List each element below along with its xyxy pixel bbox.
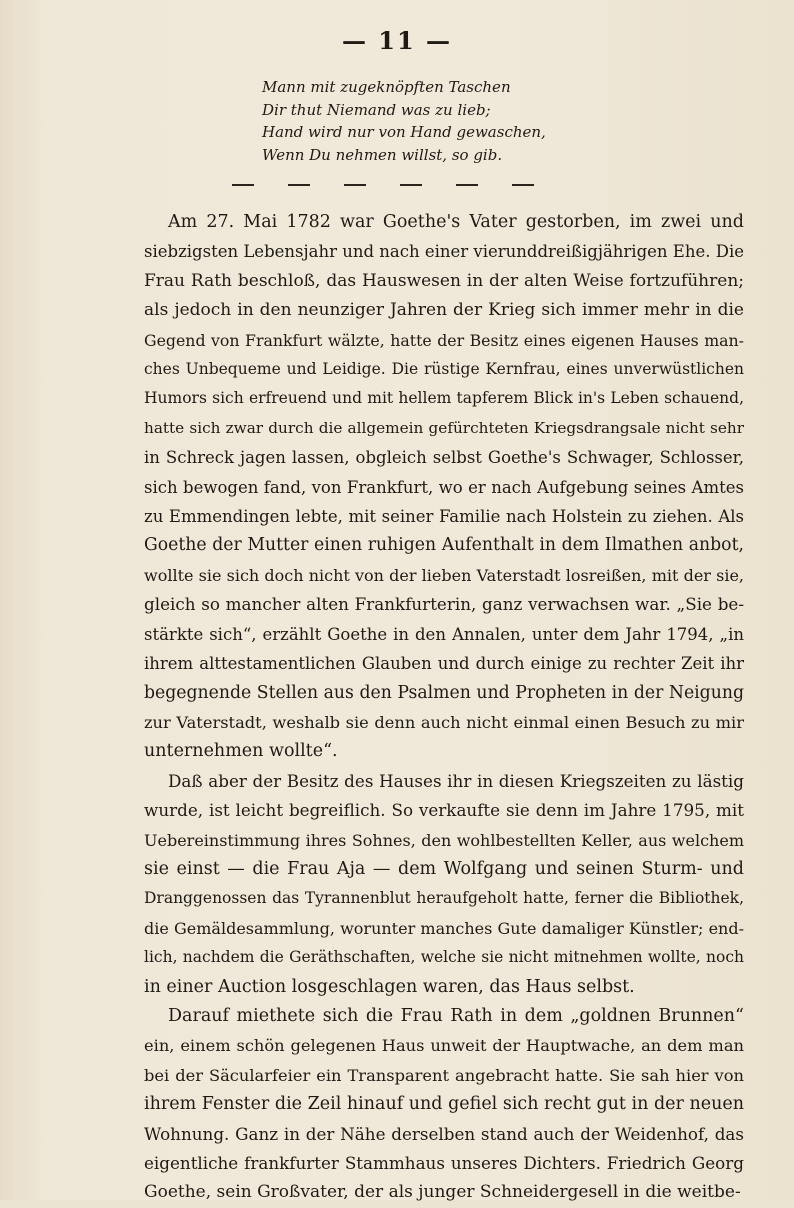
- text-line: in einer Auction losgeschlagen waren, das Haus selbst.: [144, 976, 635, 997]
- text-line: Wohnung. Ganz in der Nähe derselben stand auch der Weidenhof, das: [144, 1123, 744, 1144]
- text-line: Goethe der Mutter einen ruhigen Aufenthalt in dem Ilmathen anbot,: [144, 535, 744, 556]
- text-line: ihrem alttestamentlichen Glauben und durch einige zu rechter Zeit ihr: [144, 654, 744, 674]
- text-line: unternehmen wollte“.: [144, 741, 338, 762]
- text-line: als jedoch in den neunziger Jahren der Krieg sich immer mehr in die: [144, 300, 744, 321]
- page-number: — 11 —: [341, 26, 453, 55]
- text-line: ches Unbequeme und Leidige. Die rüstige Kernfrau, eines unverwüstlichen: [144, 360, 744, 379]
- text-line: sich bewogen fand, von Frankfurt, wo er nach Aufgebung seines Amtes: [144, 477, 744, 497]
- text-line: in Schreck jagen lassen, obgleich selbst Goethe's Schwager, Schlosser,: [144, 448, 744, 468]
- verse-line: Hand wird nur von Hand gewaschen,: [262, 123, 546, 141]
- text-line: zu Emmendingen lebte, mit seiner Familie nach Holstein zu ziehen. Als: [144, 507, 744, 527]
- paragraph: [144, 767, 744, 1002]
- text-line: Darauf miethete sich die Frau Rath in dem „goldnen Brunnen“: [168, 1005, 744, 1026]
- text-line: wollte sie sich doch nicht von der lieben Vaterstadt losreißen, mit der sie,: [144, 565, 744, 585]
- text-line: Daß aber der Besitz des Hauses ihr in diesen Kriegszeiten zu lästig: [168, 770, 744, 791]
- text-line: ein, einem schön gelegenen Haus unweit der Hauptwache, an dem man: [144, 1036, 744, 1056]
- text-line: hatte sich zwar durch die allgemein gefürchteten Kriegsdrangsale nicht sehr: [144, 418, 744, 437]
- text-line: ihrem Fenster die Zeil hinauf und gefiel sich recht gut in der neuen: [144, 1094, 744, 1115]
- text-line: begegnende Stellen aus den Psalmen und Propheten in der Neigung: [144, 682, 744, 703]
- text-line: Frau Rath beschloß, das Hauswesen in der alten Weise fortzuführen;: [144, 270, 744, 291]
- text-line: Dranggenossen das Tyrannenblut heraufgeholt hatte, ferner die Bibliothek,: [144, 889, 744, 908]
- verse-line: Mann mit zugeknöpften Taschen: [262, 78, 511, 96]
- text-line: zur Vaterstadt, weshalb sie denn auch nicht einmal einen Besuch zu mir: [144, 712, 744, 732]
- paragraph: [144, 1002, 744, 1208]
- text-line: eigentliche frankfurter Stammhaus unseres Dichters. Friedrich Georg: [144, 1153, 744, 1173]
- verse-block: [262, 76, 682, 166]
- text-line: Goethe, sein Großvater, der als junger Schneidergesell in die weitbe-: [144, 1182, 741, 1203]
- text-line: Am 27. Mai 1782 war Goethe's Vater gestorben, im zwei und: [168, 212, 744, 232]
- text-line: lich, nachdem die Geräthschaften, welche sie nicht mitnehmen wollte, noch: [144, 948, 744, 967]
- body-text: [144, 208, 744, 1208]
- text-line: sie einst — die Frau Aja — dem Wolfgang und seinen Sturm- und: [144, 858, 744, 879]
- text-line: Humors sich erfreuend und mit hellem tapferem Blick in's Leben schauend,: [144, 389, 744, 408]
- verse-line: Wenn Du nehmen willst, so gib.: [262, 145, 503, 164]
- text-line: bei der Säcularfeier ein Transparent angebracht hatte. Sie sah hier von: [144, 1065, 744, 1085]
- text-line: siebzigsten Lebensjahr und nach einer vierunddreißigjährigen Ehe. Die: [144, 242, 744, 262]
- verse-line: Dir thut Niemand was zu lieb;: [262, 100, 491, 119]
- section-divider: [232, 184, 552, 194]
- text-line: die Gemäldesammlung, worunter manches Gute damaliger Künstler; end-: [144, 918, 744, 938]
- text-line: Gegend von Frankfurt wälzte, hatte der Besitz eines eigenen Hauses man-: [144, 330, 744, 350]
- text-line: gleich so mancher alten Frankfurterin, ganz verwachsen war. „Sie be-: [144, 594, 744, 615]
- paragraph: [144, 208, 744, 767]
- text-line: wurde, ist leicht begreiflich. So verkaufte sie denn im Jahre 1795, mit: [144, 800, 744, 821]
- text-line: stärkte sich“, erzählt Goethe in den Annalen, unter dem Jahr 1794, „in: [144, 624, 744, 644]
- text-line: Uebereinstimmung ihres Sohnes, den wohlbestellten Keller, aus welchem: [144, 830, 744, 850]
